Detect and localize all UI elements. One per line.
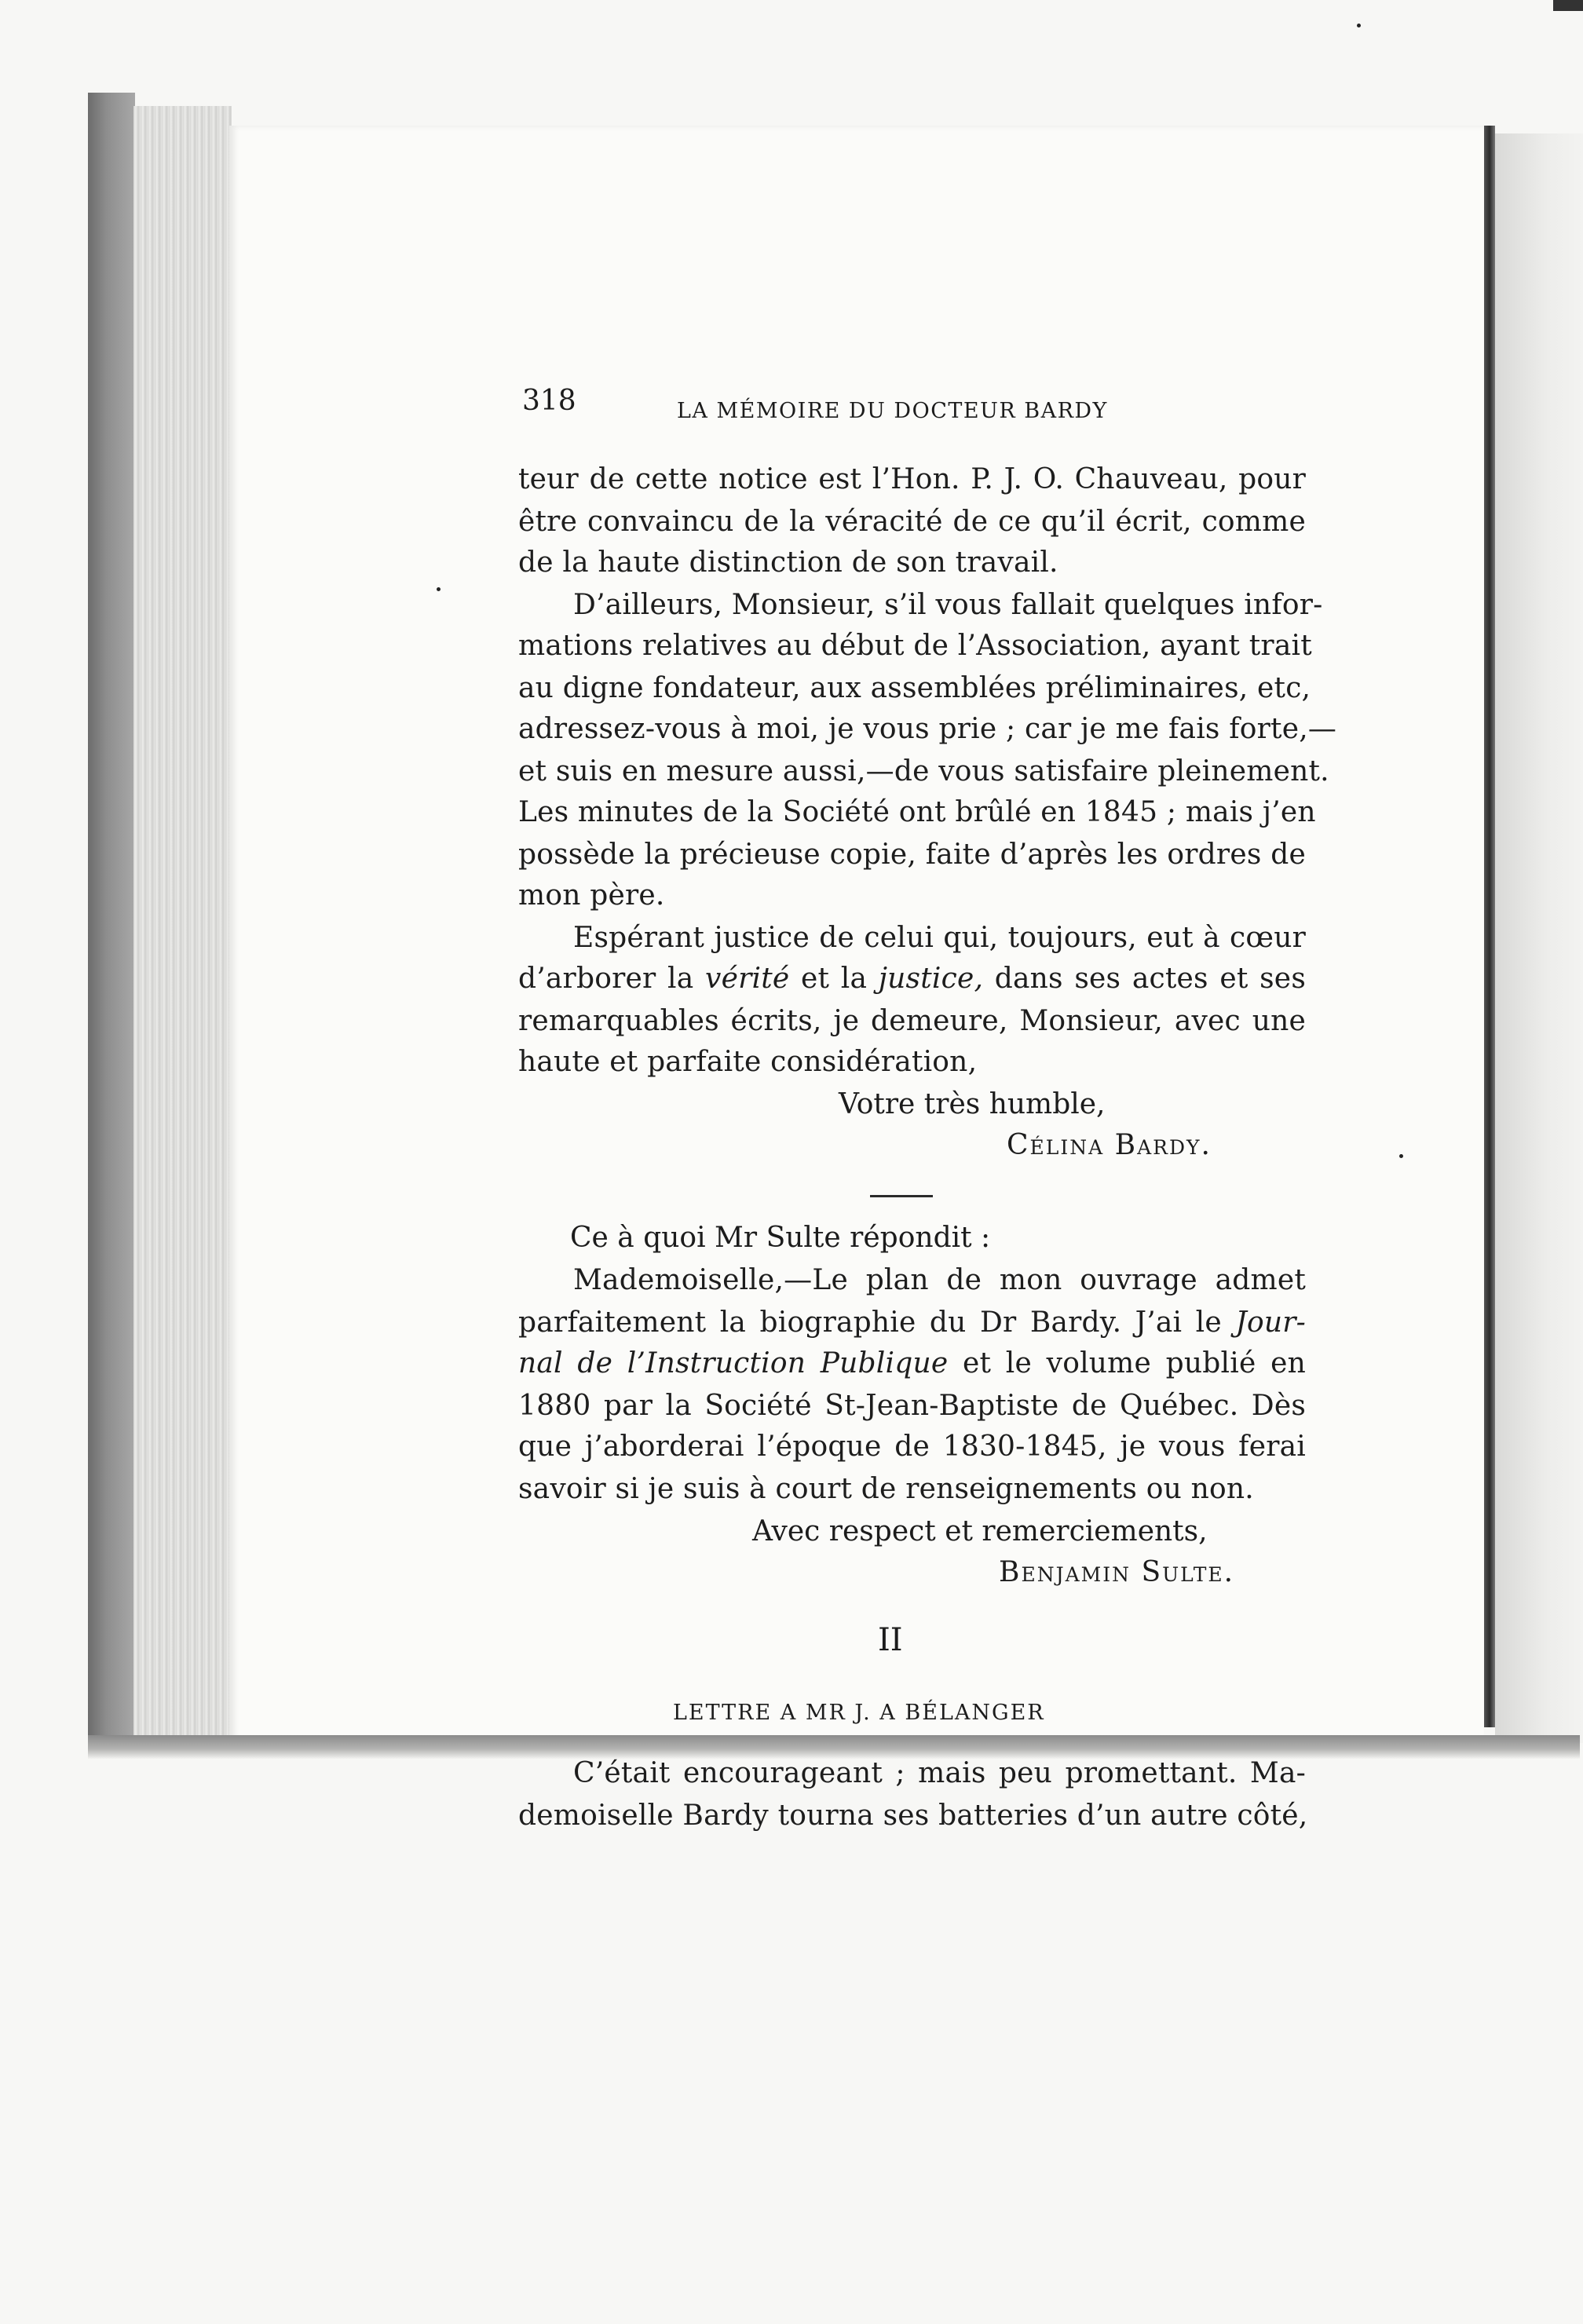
italic-word: justice, bbox=[878, 963, 984, 995]
book-cover-edge bbox=[88, 93, 135, 1757]
text-line: haute et parfaite considération, bbox=[518, 1046, 978, 1078]
text-line: que j’aborderai l’époque de 1830-1845, je vous ferai bbox=[518, 1431, 1306, 1463]
book-bottom-edge bbox=[88, 1735, 1580, 1759]
text-line: demoiselle Bardy tourna ses batteries d’un autre côté, bbox=[518, 1800, 1308, 1832]
italic-word: vérité bbox=[705, 963, 790, 995]
text-line-with-italics bbox=[518, 963, 1306, 995]
book-gutter bbox=[1484, 126, 1495, 1727]
text-segment: d’arborer la bbox=[518, 963, 706, 995]
text-line-with-italics bbox=[518, 1347, 1306, 1379]
scan-speck bbox=[437, 587, 441, 591]
text-line: et suis en mesure aussi,—de vous satisfaire pleinement. bbox=[518, 755, 1329, 787]
page-number: 318 bbox=[522, 385, 576, 417]
text-line: au digne fondateur, aux assemblées préliminaires, etc, bbox=[518, 672, 1311, 704]
text-segment: et la bbox=[789, 963, 879, 995]
reply-intro: Ce à quoi Mr Sulte répondit : bbox=[570, 1222, 991, 1254]
scan-edge-mark bbox=[1553, 0, 1583, 11]
text-line: Les minutes de la Société ont brûlé en 1845 ; mais j’en bbox=[518, 796, 1316, 828]
scan-speck bbox=[1357, 24, 1361, 27]
reply-salutation: Avec respect et remerciements, bbox=[752, 1515, 1208, 1548]
text-line: Mademoiselle,—Le plan de mon ouvrage admet bbox=[573, 1264, 1306, 1296]
facing-page-edge bbox=[1495, 133, 1583, 1743]
text-line: de la haute distinction de son travail. bbox=[518, 546, 1058, 579]
text-line: 1880 par la Société St-Jean-Baptiste de Québec. Dès bbox=[518, 1390, 1306, 1422]
text-line: mon père. bbox=[518, 879, 665, 912]
running-title: LA MÉMOIRE DU DOCTEUR BARDY bbox=[677, 399, 1108, 423]
section-numeral: II bbox=[878, 1622, 903, 1658]
text-line: adressez-vous à moi, je vous prie ; car je me fais forte,— bbox=[518, 713, 1337, 745]
scan-speck bbox=[1399, 1154, 1403, 1158]
letter-signature: Célina Bardy. bbox=[1007, 1129, 1212, 1161]
text-segment: parfaitement la biographie du Dr Bardy. J’ai le bbox=[518, 1306, 1236, 1339]
text-line: Espérant justice de celui qui, toujours, eut à cœur bbox=[573, 922, 1306, 954]
section-divider bbox=[870, 1195, 933, 1197]
reply-signature: Benjamin Sulte. bbox=[999, 1556, 1235, 1588]
text-line: mations relatives au début de l’Association, ayant trait bbox=[518, 630, 1312, 662]
text-segment: et le volume publié en bbox=[948, 1347, 1306, 1379]
italic-title: nal de l’Instruction Publique bbox=[518, 1347, 949, 1379]
letter-salutation: Votre très humble, bbox=[839, 1088, 1106, 1120]
page-stack-edge bbox=[133, 106, 232, 1739]
italic-word: Jour- bbox=[1235, 1306, 1306, 1339]
section-heading: LETTRE A MR J. A BÉLANGER bbox=[673, 1701, 1045, 1725]
text-line: teur de cette notice est l’Hon. P. J. O. Chauveau, pour bbox=[518, 463, 1306, 495]
text-line: remarquables écrits, je demeure, Monsieur, avec une bbox=[518, 1005, 1306, 1037]
text-line: C’était encourageant ; mais peu promettant. Ma- bbox=[573, 1757, 1306, 1789]
text-line: savoir si je suis à court de renseignements ou non. bbox=[518, 1473, 1254, 1505]
text-segment: dans ses actes et ses bbox=[983, 963, 1306, 995]
text-line: être convaincu de la véracité de ce qu’il écrit, comme bbox=[518, 506, 1306, 538]
text-line: possède la précieuse copie, faite d’après les ordres de bbox=[518, 839, 1306, 871]
text-line-with-italics bbox=[518, 1306, 1306, 1339]
text-line: D’ailleurs, Monsieur, s’il vous fallait quelques infor- bbox=[573, 589, 1323, 621]
